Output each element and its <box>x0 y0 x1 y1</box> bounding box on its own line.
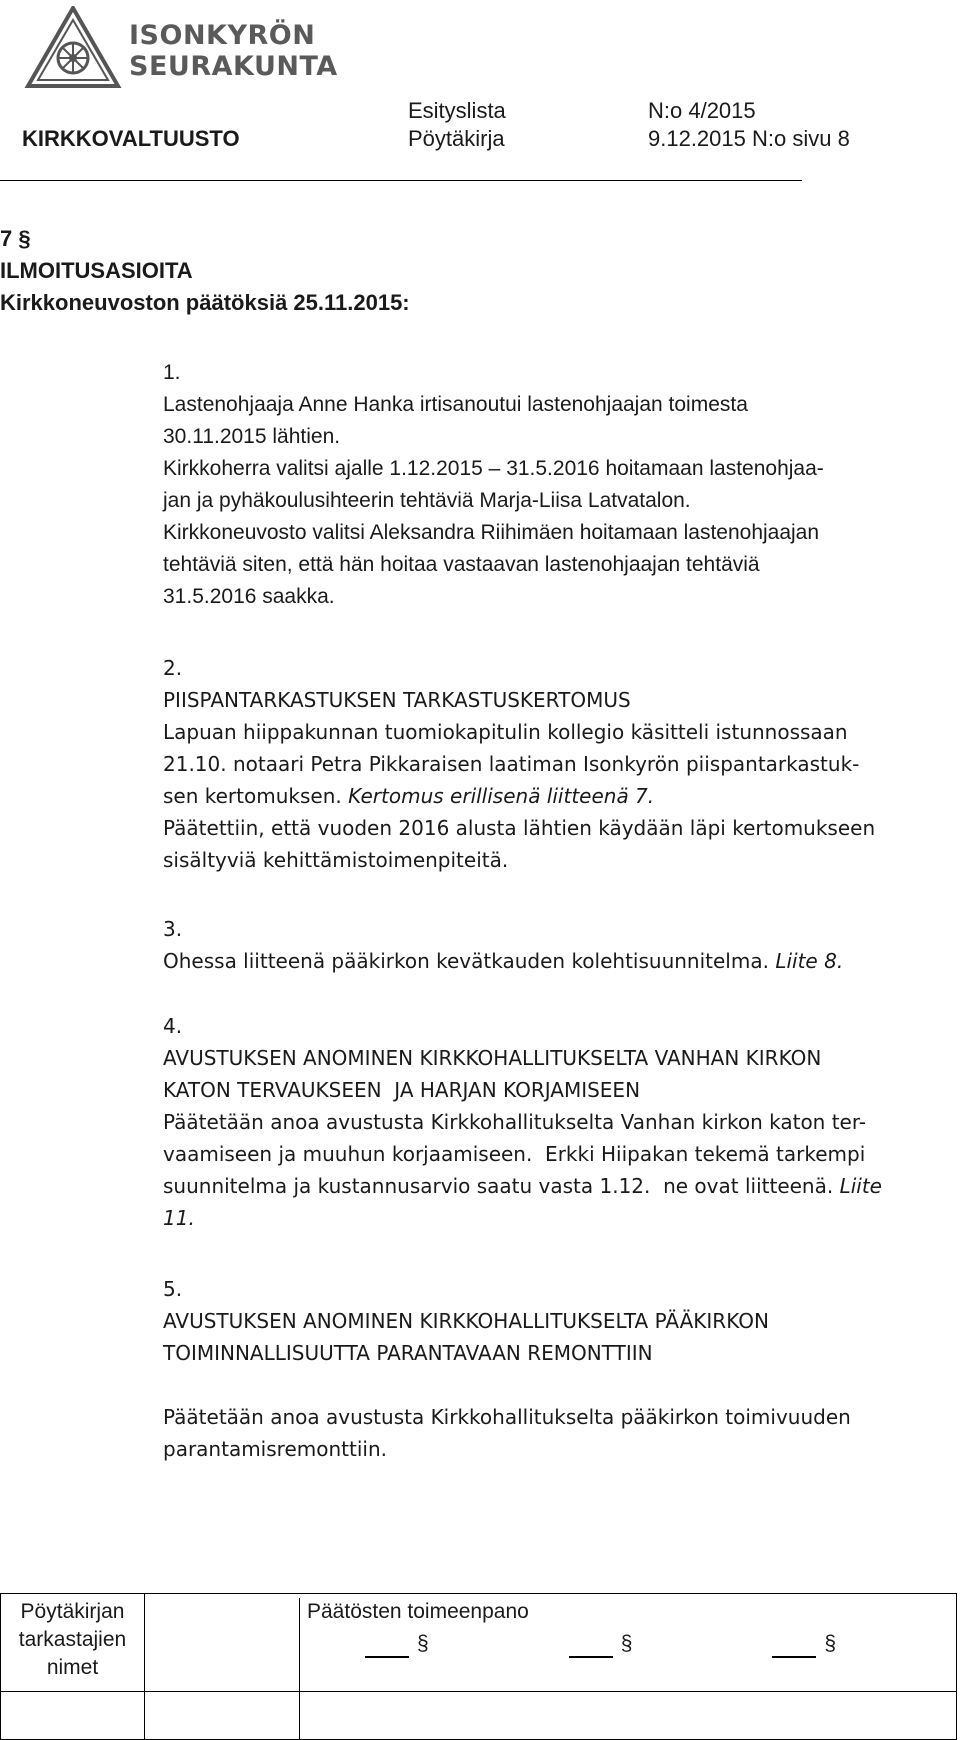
attachment-reference: 11. <box>163 1206 195 1230</box>
doc-number: N:o 4/2015 <box>648 98 756 123</box>
reviewers-label-line: nimet <box>46 1656 99 1679</box>
date-page: 9.12.2015 N:o sivu 8 <box>648 126 850 151</box>
section-number: 7 § <box>0 226 31 251</box>
item-2 <box>163 652 875 876</box>
item-title: PIISPANTARKASTUKSEN TARKASTUSKERTOMUS <box>163 688 631 712</box>
item-number: 4. <box>163 1014 183 1038</box>
item-title: AVUSTUKSEN ANOMINEN KIRKKOHALLITUKSELTA VANHAN KIRKON <box>163 1046 822 1070</box>
implementation-cell <box>145 1594 957 1692</box>
implementation-marks <box>299 1630 956 1658</box>
org-name: KIRKKOVALTUUSTO <box>22 126 240 151</box>
item-line: Päätetään anoa avustusta Kirkkohallitukselta pääkirkon toimivuuden <box>163 1405 851 1429</box>
item-line: Kirkkoherra valitsi ajalle 1.12.2015 – 31.5.2016 hoitamaan lastenohjaa- <box>163 457 824 480</box>
item-line: 31.5.2016 saakka. <box>163 585 335 608</box>
implementation-title: Päätösten toimeenpano <box>307 1600 529 1623</box>
logo-line-2: SEURAKUNTA <box>129 51 338 82</box>
empty-cell <box>300 1692 957 1740</box>
item-title: TOIMINNALLISUUTTA PARANTAVAAN REMONTTIIN <box>163 1341 653 1365</box>
item-line: Lapuan hiippakunnan tuomiokapitulin kollegio käsitteli istunnossaan <box>163 720 848 744</box>
item-3 <box>163 913 843 977</box>
attachment-reference: Liite <box>839 1174 882 1198</box>
section-title: ILMOITUSASIOITA <box>0 258 193 283</box>
signature-line <box>365 1634 409 1658</box>
blank-line <box>163 1369 851 1401</box>
logo-wordmark <box>129 20 338 82</box>
item-line: tehtäviä siten, että hän hoitaa vastaavan lastenohjaajan tehtäviä <box>163 553 760 576</box>
item-line: Kirkkoneuvosto valitsi Aleksandra Riihimäen hoitamaan lastenohjaajan <box>163 521 820 544</box>
paragraph-sign: § <box>824 1632 837 1655</box>
item-number: 3. <box>163 917 183 941</box>
header-divider <box>0 180 802 181</box>
item-number: 5. <box>163 1277 183 1301</box>
reviewers-label-line: tarkastajien <box>18 1628 127 1651</box>
signature-line <box>772 1634 816 1658</box>
attachment-reference: Liite 8. <box>775 949 844 973</box>
item-title: AVUSTUKSEN ANOMINEN KIRKKOHALLITUKSELTA PÄÄKIRKON <box>163 1309 769 1333</box>
footer-table <box>0 1593 957 1740</box>
item-number: 2. <box>163 656 183 680</box>
reviewer-1-box <box>145 1598 300 1696</box>
paragraph-sign: § <box>417 1632 429 1655</box>
attachment-reference: Kertomus erillisenä liitteenä 7. <box>348 784 655 808</box>
reviewers-label-cell <box>1 1594 145 1692</box>
reviewers-label-line: Pöytäkirjan <box>20 1600 125 1623</box>
logo-line-1: ISONKYRÖN <box>129 20 316 51</box>
parish-logo <box>24 6 338 94</box>
doc-type-minutes: Pöytäkirja <box>408 126 505 151</box>
item-5 <box>163 1273 851 1465</box>
item-line: Ohessa liitteenä pääkirkon kevätkauden kolehtisuunnitelma. Liite 8. <box>163 949 844 973</box>
empty-cell <box>1 1692 145 1740</box>
item-line: jan ja pyhäkoulusihteerin tehtäviä Marja-Liisa Latvatalon. <box>163 489 691 512</box>
item-line: vaamiseen ja muuhun korjaamiseen. Erkki Hiipakan tekemä tarkempi <box>163 1142 866 1166</box>
item-line: Päätettiin, että vuoden 2016 alusta lähtien käydään läpi kertomukseen <box>163 816 876 840</box>
item-line: sisältyviä kehittämistoimenpiteitä. <box>163 848 509 872</box>
item-number: 1. <box>163 361 181 384</box>
paragraph-sign: § <box>620 1632 633 1655</box>
item-line: 21.10. notaari Petra Pikkaraisen laatiman Isonkyrön piispantarkastuk- <box>163 752 860 776</box>
item-line: suunnitelma ja kustannusarvio saatu vasta 1.12. ne ovat liitteenä. Liite <box>163 1174 882 1198</box>
item-line: 30.11.2015 lähtien. <box>163 425 341 448</box>
item-1 <box>163 357 824 613</box>
item-title: KATON TERVAUKSEEN JA HARJAN KORJAMISEEN <box>163 1078 641 1102</box>
section-heading <box>0 223 410 319</box>
church-emblem-icon <box>24 6 122 94</box>
section-subtitle: Kirkkoneuvoston päätöksiä 25.11.2015: <box>0 290 410 315</box>
item-line: parantamisremonttiin. <box>163 1437 387 1461</box>
reviewer-2-box <box>145 1692 300 1740</box>
item-line: Lastenohjaaja Anne Hanka irtisanoutui lastenohjaajan toimesta <box>163 393 748 416</box>
item-line: sen kertomuksen. Kertomus erillisenä liitteenä 7. <box>163 784 655 808</box>
doc-type-agenda: Esityslista <box>408 98 506 123</box>
item-4 <box>163 1010 882 1234</box>
signature-line <box>569 1634 613 1658</box>
item-line: Päätetään anoa avustusta Kirkkohallitukselta Vanhan kirkon katon ter- <box>163 1110 867 1134</box>
